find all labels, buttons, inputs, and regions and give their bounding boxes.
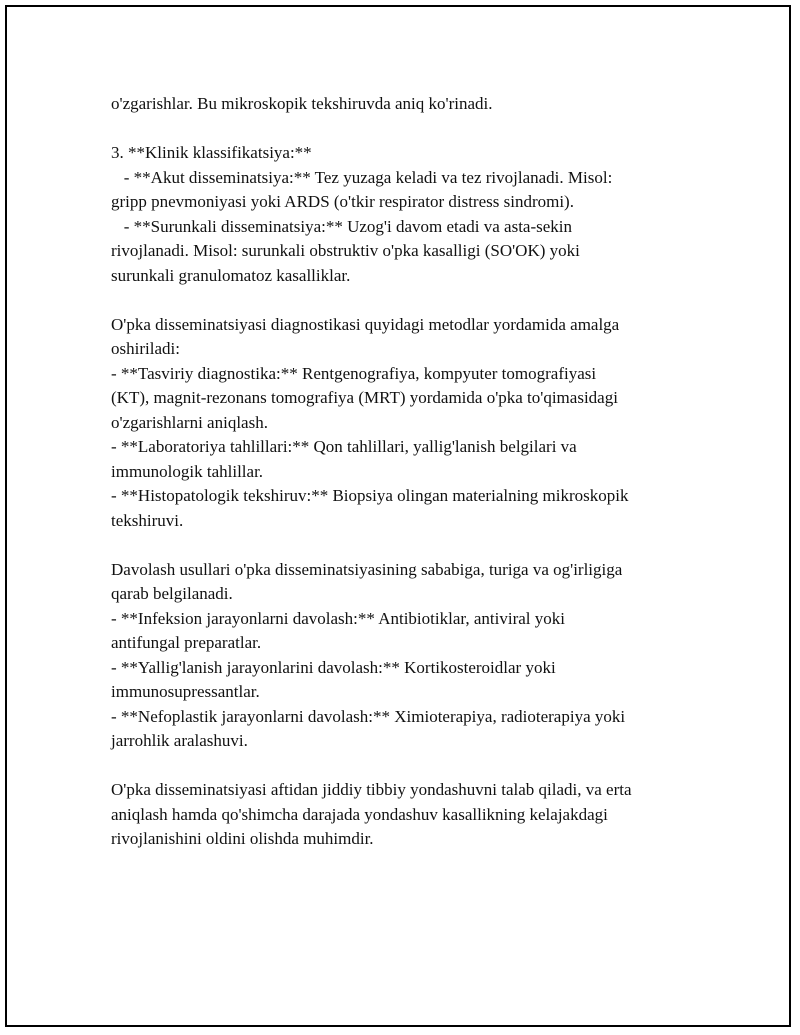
text-line: - **Histopatologik tekshiruv:** Biopsiya olingan materialning mikroskopik bbox=[111, 486, 629, 505]
paragraph-diagnostics bbox=[111, 313, 711, 534]
text-line: - **Laboratoriya tahlillari:** Qon tahlillari, yallig'lanish belgilari va bbox=[111, 437, 577, 456]
text-line: rivojlanishini oldini olishda muhimdir. bbox=[111, 829, 374, 848]
text-line: surunkali granulomatoz kasalliklar. bbox=[111, 265, 351, 285]
text-line: tekshiruvi. bbox=[111, 510, 184, 530]
paragraph-gap bbox=[111, 117, 711, 142]
text-line: oshiriladi: bbox=[111, 339, 180, 358]
text-line: gripp pnevmoniyasi yoki ARDS (o'tkir respirator distress sindromi). bbox=[111, 192, 574, 211]
text-line: o'zgarishlarni aniqlash. bbox=[111, 412, 268, 432]
text-line: jarrohlik aralashuvi. bbox=[111, 731, 248, 750]
text-line: - **Nefoplastik jarayonlarni davolash:** Ximioterapiya, radioterapiya yoki bbox=[111, 706, 626, 726]
text-line: 3. **Klinik klassifikatsiya:** bbox=[111, 143, 312, 162]
text-line: aniqlash hamda qo'shimcha darajada yondashuv kasallikning kelajakdagi bbox=[111, 804, 608, 824]
text-line: - **Surunkali disseminatsiya:** Uzog'i davom etadi va asta-sekin bbox=[111, 216, 573, 236]
text-line: o'zgarishlar. Bu mikroskopik tekshiruvda aniq ko'rinadi. bbox=[111, 94, 493, 113]
paragraph-conclusion bbox=[111, 778, 711, 852]
text-line: O'pka disseminatsiyasi diagnostikasi quyidagi metodlar yordamida amalga bbox=[111, 314, 620, 334]
text-line: rivojlanadi. Misol: surunkali obstruktiv o'pka kasalligi (SO'OK) yoki bbox=[111, 241, 580, 260]
paragraph-gap bbox=[111, 288, 711, 313]
paragraph-continuation bbox=[111, 92, 711, 117]
text-line: (KT), magnit-rezonans tomografiya (MRT) yordamida o'pka to'qimasidagi bbox=[111, 388, 618, 407]
text-line: - **Infeksion jarayonlarni davolash:** Antibiotiklar, antiviral yoki bbox=[111, 608, 565, 628]
text-line: - **Tasviriy diagnostika:** Rentgenografiya, kompyuter tomografiyasi bbox=[111, 363, 597, 383]
text-line: - **Yallig'lanish jarayonlarini davolash:** Kortikosteroidlar yoki bbox=[111, 657, 556, 677]
text-line: antifungal preparatlar. bbox=[111, 633, 262, 652]
text-line: immunosupressantlar. bbox=[111, 682, 260, 701]
paragraph-gap bbox=[111, 533, 711, 558]
text-line: qarab belgilanadi. bbox=[111, 584, 233, 603]
paragraph-clinical-classification bbox=[111, 141, 711, 288]
text-line: immunologik tahlillar. bbox=[111, 461, 264, 481]
document-body bbox=[111, 92, 711, 852]
text-line: - **Akut disseminatsiya:** Tez yuzaga keladi va tez rivojlanadi. Misol: bbox=[111, 167, 613, 187]
text-line: Davolash usullari o'pka disseminatsiyasining sababiga, turiga va og'irligiga bbox=[111, 559, 623, 579]
text-line: O'pka disseminatsiyasi aftidan jiddiy tibbiy yondashuvni talab qiladi, va erta bbox=[111, 780, 632, 799]
paragraph-treatment bbox=[111, 558, 711, 754]
paragraph-gap bbox=[111, 754, 711, 779]
